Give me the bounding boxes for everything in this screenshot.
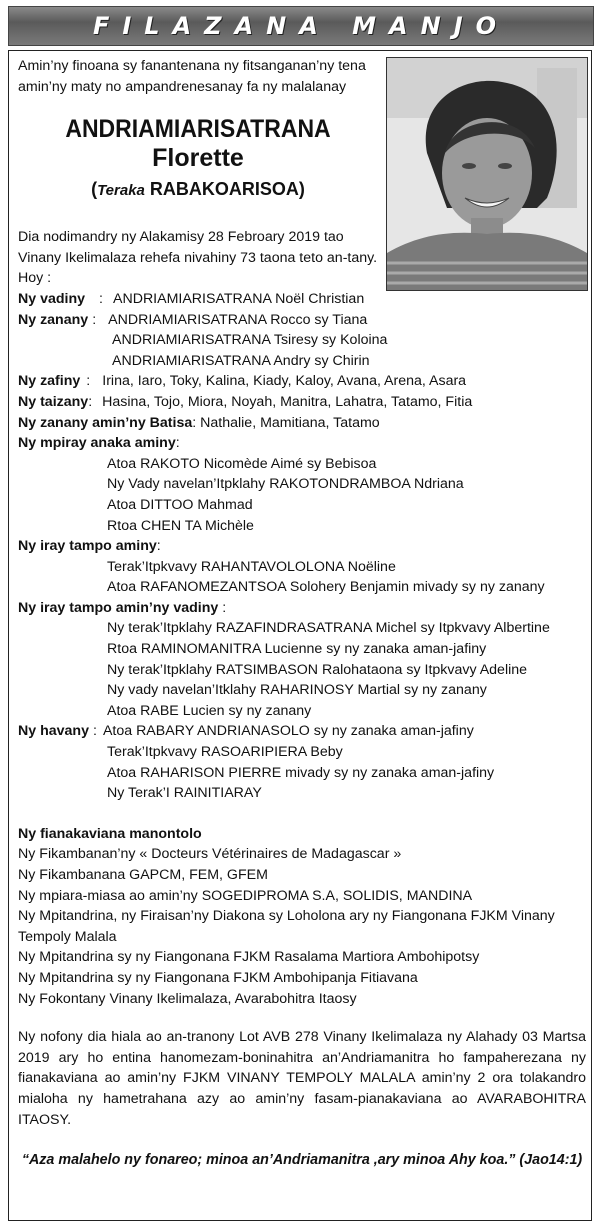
vadiny-label: Ny vadiny bbox=[18, 290, 86, 307]
fianakaviana-line: Ny mpiara-miasa ao amin’ny SOGEDIPROMA S.A, SOLIDIS, MANDINA bbox=[18, 887, 473, 904]
zanany-item: ANDRIAMIARISATRANA Rocco sy Tiana bbox=[108, 311, 368, 328]
iray-vadiny-row bbox=[18, 598, 586, 619]
deceased-firstname: Florette bbox=[152, 144, 244, 173]
taizany-value: Hasina, Tojo, Miora, Noyah, Manitra, Lahatra, Tatamo, Fitia bbox=[102, 393, 473, 410]
batisa-label: Ny zanany amin’ny Batisa bbox=[18, 414, 193, 431]
zafiny-label: Ny zafiny bbox=[18, 373, 81, 390]
iray-vadiny-item: Ny terak’Itpklahy RATSIMBASON Ralohataona sy Itpkvavy Adeline bbox=[107, 661, 528, 678]
maiden-name: RABAKOARISOA bbox=[149, 179, 299, 200]
zafiny-row bbox=[18, 371, 586, 392]
iray-item: Atoa RAFANOMEZANTSOA Solohery Benjamin mivady sy ny zanany bbox=[107, 579, 545, 596]
fianakaviana-heading: Ny fianakaviana manontolo bbox=[18, 825, 202, 842]
header-title: FILAZANA MANJO bbox=[92, 12, 510, 40]
fianakaviana-line: Ny Fikambanana GAPCM, FEM, GFEM bbox=[18, 867, 268, 883]
fianakaviana-line: Ny Mpitandrina sy ny Fiangonana FJKM Ambohipanja Fitiavana bbox=[18, 969, 418, 986]
vadiny-row bbox=[18, 289, 586, 310]
vadiny-sep: : bbox=[99, 290, 103, 307]
zafiny-sep: : bbox=[86, 373, 91, 390]
mpiray-label: Ny mpiray anaka aminy bbox=[18, 435, 176, 452]
havany-row bbox=[18, 721, 586, 742]
mpiray-item: Ny Vady navelan’Itpklahy RAKOTONDRAMBOA Ndriana bbox=[107, 476, 464, 493]
havany-item: Atoa RAHARISON PIERRE mivady sy ny zanaka aman-jafiny bbox=[107, 764, 495, 781]
havany-sep: : bbox=[92, 723, 97, 740]
iray-sep: : bbox=[156, 538, 161, 555]
death-notice: Dia nodimandry ny Alakamisy 28 Febroary 2019 tao Vinany Ikelimalaza rehefa nivahiny 73 taona teto an-tany. bbox=[18, 229, 378, 266]
taizany-label: Ny taizany bbox=[18, 393, 89, 410]
zanany-item: ANDRIAMIARISATRANA Tsiresy sy Koloina bbox=[112, 332, 388, 349]
fianakaviana-line: Ny Mpitandrina sy ny Fiangonana FJKM Rasalama Martiora Ambohipotsy bbox=[18, 949, 480, 966]
iray-row bbox=[18, 536, 586, 557]
mpiray-item: Rtoa CHEN TA Michèle bbox=[107, 517, 254, 534]
mpiray-sep: : bbox=[175, 435, 180, 452]
iray-vadiny-item: Ny terak’Itpklahy RAZAFINDRASATRANA Michel sy Itpkvavy Albertine bbox=[107, 620, 550, 637]
zafiny-value: Irina, Iaro, Toky, Kalina, Kiady, Kaloy, Avana, Arena, Asara bbox=[102, 373, 467, 390]
taizany-sep: : bbox=[88, 393, 93, 410]
havany-item: Ny Terak’I RAINITIARAY bbox=[107, 785, 262, 802]
taizany-row bbox=[18, 392, 586, 413]
iray-vadiny-item: Atoa RABE Lucien sy ny zanany bbox=[107, 702, 312, 719]
iray-vadiny-item: Rtoa RAMINOMANITRA Lucienne sy ny zanaka aman-jafiny bbox=[107, 641, 487, 658]
havany-item: Terak’Itpkvavy RASOARIPIERA Beby bbox=[107, 744, 343, 761]
intro-text: Amin’ny finoana sy fanantenana ny fitsanganan’ny tena amin’ny maty no ampandrenesanay fa ny malalanay bbox=[18, 58, 366, 95]
zanany-label: Ny zanany bbox=[18, 311, 89, 328]
zanany-item: ANDRIAMIARISATRANA Andry sy Chirin bbox=[112, 352, 370, 369]
zanany-row bbox=[18, 310, 586, 331]
bible-quote: “Aza malahelo ny fonareo; minoa an’Andriamanitra ,ary minoa Ahy koa.” (Jao14:1) bbox=[21, 1152, 583, 1169]
maiden-prefix: Teraka bbox=[97, 182, 145, 200]
batisa-row bbox=[18, 413, 586, 434]
mpiray-item: Atoa DITTOO Mahmad bbox=[107, 496, 253, 513]
iray-vadiny-sep: : bbox=[222, 599, 227, 616]
havany-label: Ny havany bbox=[18, 723, 89, 740]
iray-vadiny-label: Ny iray tampo amin’ny vadiny bbox=[18, 599, 219, 616]
mpiray-row bbox=[18, 433, 586, 454]
mpiray-item: Atoa RAKOTO Nicomède Aimé sy Bebisoa bbox=[107, 455, 377, 472]
iray-label: Ny iray tampo aminy bbox=[18, 538, 157, 555]
iray-item: Terak’Itpkvavy RAHANTAVOLOLONA Noëline bbox=[107, 558, 396, 575]
deceased-maiden-name: (Teraka RABAKOARISOA) bbox=[91, 179, 305, 200]
iray-vadiny-item: Ny vady navelan’Itklahy RAHARINOSY Martial sy ny zanany bbox=[107, 682, 487, 699]
fianakaviana-line: Ny Fokontany Vinany Ikelimalaza, Avarabohitra Itaosy bbox=[18, 990, 357, 1007]
zanany-sep: : bbox=[92, 311, 97, 328]
vadiny-value: ANDRIAMIARISATRANA Noël Christian bbox=[112, 290, 365, 307]
batisa-value: : Nathalie, Mamitiana, Tatamo bbox=[192, 414, 380, 431]
fianakaviana-line: Ny Fikambanan’ny « Docteurs Vétérinaires de Madagascar » bbox=[18, 846, 402, 863]
notice-content bbox=[18, 56, 586, 1171]
hoy-label: Hoy : bbox=[18, 270, 52, 287]
fianakaviana-line: Ny Mpitandrina, ny Firaisan’ny Diakona sy Loholona ary ny Fiangonana FJKM Vinany Tempoly Malala bbox=[18, 908, 555, 945]
havany-item: Atoa RABARY ANDRIANASOLO sy ny zanaka aman-jafiny bbox=[102, 723, 474, 740]
closing-paragraph: Ny nofony dia hiala ao an-tranony Lot AVB 278 Vinany Ikelimalaza ny Alahady 03 Martsa 2019 ary ho entina hanomezam-boninahitra an’Andriamanitra ho fampaherezana ny fianakaviana ao amin’ny FJKM VINANY TEMPOLY MALALA amin’ny 2 ora tolakandro mialoha ny hametrahana azy ao amin’ny fasam-pianakaviana ao AVARABOHITRA ITAOSY. bbox=[18, 1029, 586, 1128]
deceased-surname: ANDRIAMIARISATRANA bbox=[65, 115, 331, 144]
header-banner bbox=[8, 6, 594, 46]
